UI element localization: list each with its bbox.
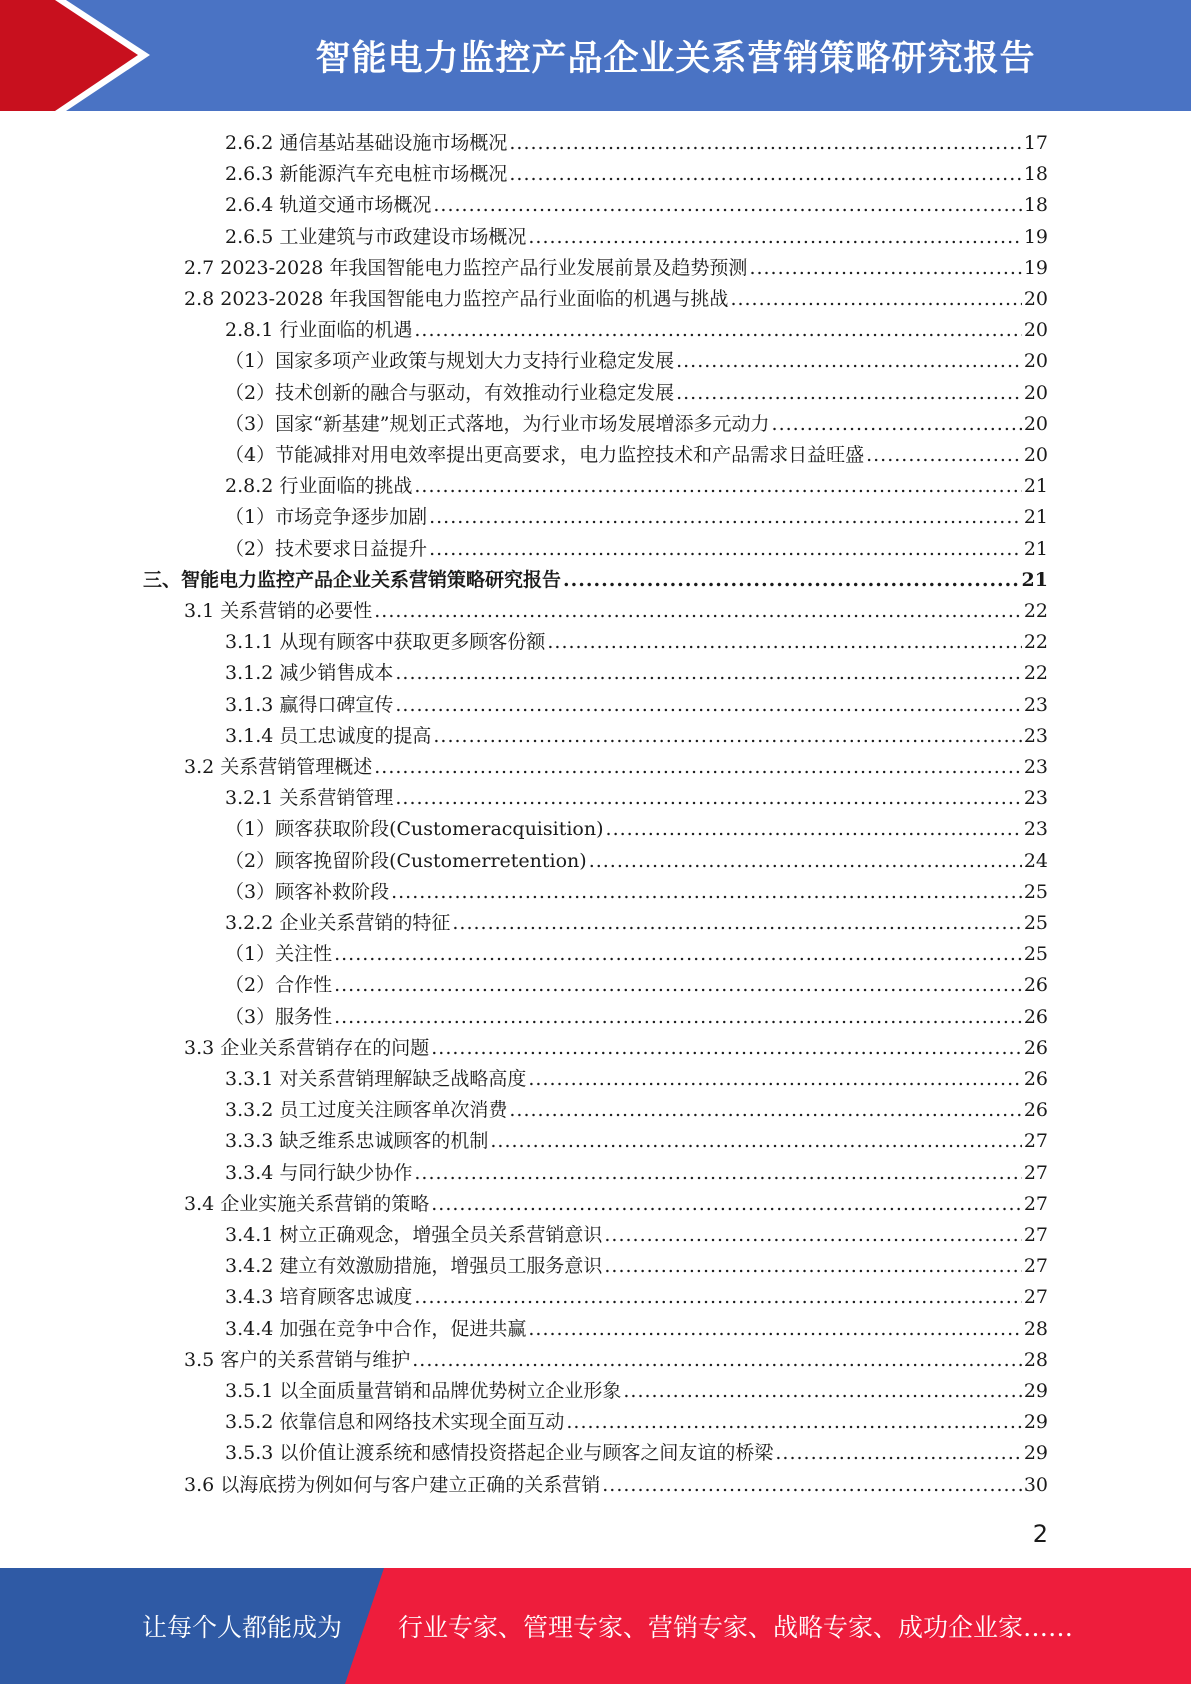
toc-entry-page: 28: [1023, 1348, 1048, 1371]
toc-dot-leader: [395, 783, 1021, 814]
toc-dot-leader: [604, 1220, 1021, 1251]
toc-entry-page: 27: [1023, 1192, 1048, 1215]
toc-dot-leader: [431, 1189, 1022, 1220]
toc-entry-page: 26: [1023, 1036, 1048, 1059]
toc-entry[interactable]: [225, 814, 1048, 845]
toc-entry[interactable]: [184, 1189, 1048, 1220]
toc-dot-leader: [391, 877, 1022, 908]
page-header: [0, 0, 1191, 111]
toc-entry[interactable]: [225, 658, 1048, 689]
toc-dot-leader: [395, 690, 1021, 721]
toc-entry[interactable]: [225, 846, 1048, 877]
toc-entry-label: 2.6.4 轨道交通市场概况: [225, 194, 432, 217]
toc-entry[interactable]: [143, 565, 1048, 596]
toc-dot-leader: [374, 752, 1022, 783]
toc-dot-leader: [490, 1126, 1021, 1157]
toc-dot-leader: [433, 190, 1021, 221]
toc-entry[interactable]: [225, 1126, 1048, 1157]
toc-dot-leader: [623, 1376, 1021, 1407]
toc-entry[interactable]: [225, 1002, 1048, 1033]
toc-entry-label: 2.6.2 通信基站基础设施市场概况: [225, 132, 508, 154]
toc-entry-page: 27: [1023, 1224, 1048, 1246]
toc-dot-leader: [433, 721, 1021, 752]
toc-entry[interactable]: [184, 284, 1048, 315]
toc-entry-page: 23: [1023, 787, 1048, 810]
toc-entry-label: （3）国家“新基建”规划正式落地，为行业市场发展增添多元动力: [225, 412, 770, 435]
toc-entry-page: 27: [1023, 1130, 1048, 1153]
toc-dot-leader: [602, 1470, 1022, 1501]
toc-dot-leader: [374, 596, 1022, 627]
toc-entry-page: 27: [1023, 1286, 1048, 1309]
toc-dot-leader: [775, 1438, 1021, 1469]
toc-entry-page: 29: [1023, 1411, 1048, 1434]
toc-dot-leader: [528, 1314, 1021, 1345]
toc-entry-page: 19: [1023, 256, 1048, 279]
toc-entry[interactable]: [225, 1095, 1048, 1126]
toc-dot-leader: [589, 846, 1022, 877]
toc-entry-label: 3.4.1 树立正确观念，增强全员关系营销意识: [225, 1224, 603, 1246]
toc-entry[interactable]: [225, 1282, 1048, 1313]
toc-dot-leader: [676, 378, 1022, 409]
toc-entry-page: 21: [1023, 537, 1048, 560]
page-number: 2: [1032, 1520, 1048, 1548]
toc-entry[interactable]: [225, 1220, 1048, 1251]
toc-entry-label: （4）节能减排对用电效率提出更高要求，电力监控技术和产品需求日益旺盛: [225, 444, 865, 466]
toc-dot-leader: [334, 1002, 1022, 1033]
toc-dot-leader: [730, 284, 1021, 315]
toc-entry[interactable]: [225, 1376, 1048, 1407]
toc-dot-leader: [772, 409, 1022, 440]
toc-entry-page: 18: [1023, 194, 1048, 217]
toc-entry[interactable]: [225, 970, 1048, 1001]
toc-entry-page: 21: [1023, 475, 1048, 498]
toc-entry[interactable]: [184, 596, 1048, 627]
toc-entry-label: 3.1 关系营销的必要性: [184, 600, 373, 622]
toc-entry[interactable]: [225, 190, 1048, 221]
toc-entry[interactable]: [184, 752, 1048, 783]
toc-entry-label: （2）技术要求日益提升: [225, 537, 428, 560]
toc-dot-leader: [509, 1095, 1021, 1126]
toc-entry[interactable]: [225, 128, 1048, 159]
toc-entry[interactable]: [184, 1470, 1048, 1501]
toc-entry-page: 20: [1023, 381, 1048, 404]
toc-dot-leader: [866, 440, 1022, 471]
toc-dot-leader: [414, 315, 1021, 346]
toc-entry-page: 29: [1023, 1380, 1048, 1402]
toc-entry-label: （2）合作性: [225, 974, 333, 997]
toc-entry-label: 2.6.3 新能源汽车充电桩市场概况: [225, 163, 508, 186]
toc-entry[interactable]: [184, 1345, 1048, 1376]
toc-entry[interactable]: [225, 502, 1048, 533]
toc-entry-label: 3.1.2 减少销售成本: [225, 662, 394, 685]
toc-entry-label: 3.2.1 关系营销管理: [225, 787, 394, 810]
toc-entry[interactable]: [225, 877, 1048, 908]
toc-entry-label: 3.1.1 从现有顾客中获取更多顾客份额: [225, 631, 546, 654]
toc-entry-label: 3.4.2 建立有效激励措施，增强员工服务意识: [225, 1255, 603, 1278]
toc-entry[interactable]: [225, 721, 1048, 752]
report-title: 智能电力监控产品企业关系营销策略研究报告: [315, 38, 1036, 79]
toc-entry-label: （2）技术创新的融合与驱动，有效推动行业稳定发展: [225, 381, 675, 404]
toc-entry[interactable]: [225, 409, 1048, 440]
toc-entry-label: （1）顾客获取阶段(Customeracquisition): [225, 818, 604, 841]
toc-entry-label: 3.3.1 对关系营销理解缺乏战略高度: [225, 1068, 527, 1090]
toc-entry-label: 2.6.5 工业建筑与市政建设市场概况: [225, 225, 527, 248]
toc-entry[interactable]: [225, 346, 1048, 377]
toc-entry-page: 30: [1023, 1473, 1048, 1496]
toc-entry-label: （1）关注性: [225, 943, 333, 966]
toc-entry-page: 20: [1023, 288, 1048, 310]
toc-dot-leader: [429, 534, 1022, 565]
toc-entry-label: 3.2 关系营销管理概述: [184, 756, 373, 778]
toc-entry-page: 26: [1023, 1099, 1048, 1122]
toc-entry-label: 3.3.3 缺乏维系忠诚顾客的机制: [225, 1130, 489, 1153]
toc-entry-label: （3）顾客补救阶段: [225, 880, 390, 903]
toc-entry-label: 2.7 2023-2028 年我国智能电力监控产品行业发展前景及趋势预测: [184, 256, 748, 279]
toc-entry[interactable]: [225, 1314, 1048, 1345]
toc-entry[interactable]: [225, 1251, 1048, 1282]
page-footer: [0, 1568, 1191, 1684]
toc-entry[interactable]: [225, 783, 1048, 814]
toc-entry-label: 3.3 企业关系营销存在的问题: [184, 1036, 430, 1059]
toc-dot-leader: [528, 1064, 1021, 1095]
toc-dot-leader: [414, 471, 1021, 502]
toc-entry[interactable]: [225, 440, 1048, 471]
toc-dot-leader: [414, 1282, 1021, 1313]
footer-slogan-right: 行业专家、管理专家、营销专家、战略专家、成功企业家……: [398, 1613, 1074, 1642]
toc-dot-leader: [566, 1407, 1021, 1438]
toc-entry-label: 3.5 客户的关系营销与维护: [184, 1348, 411, 1371]
toc-entry-label: 3.6 以海底捞为例如何与客户建立正确的关系营销: [184, 1473, 601, 1496]
toc-entry[interactable]: [184, 1033, 1048, 1064]
toc-entry[interactable]: [225, 1158, 1048, 1189]
toc-entry-page: 20: [1023, 444, 1048, 466]
toc-dot-leader: [395, 658, 1021, 689]
toc-entry[interactable]: [225, 1064, 1048, 1095]
toc-entry-label: 3.2.2 企业关系营销的特征: [225, 912, 451, 934]
toc-dot-leader: [334, 970, 1022, 1001]
toc-entry[interactable]: [225, 159, 1048, 190]
toc-entry-label: （3）服务性: [225, 1005, 333, 1028]
toc-entry-page: 23: [1023, 724, 1048, 747]
toc-entry-label: 3.4 企业实施关系营销的策略: [184, 1192, 430, 1215]
toc-dot-leader: [431, 1033, 1022, 1064]
toc-entry-page: 25: [1023, 880, 1048, 903]
toc-entry-label: 3.5.1 以全面质量营销和品牌优势树立企业形象: [225, 1380, 622, 1402]
toc-entry[interactable]: [225, 627, 1048, 658]
toc-entry-page: 22: [1023, 631, 1048, 654]
toc-dot-leader: [429, 502, 1022, 533]
toc-entry-page: 20: [1023, 350, 1048, 373]
toc-entry-page: 19: [1023, 225, 1048, 248]
toc-dot-leader: [412, 1345, 1022, 1376]
toc-entry-page: 21: [1021, 568, 1048, 591]
toc-entry-page: 24: [1023, 849, 1048, 872]
toc-entry-page: 27: [1023, 1255, 1048, 1278]
toc-dot-leader: [606, 814, 1022, 845]
toc-dot-leader: [334, 939, 1022, 970]
toc-entry-page: 26: [1023, 1068, 1048, 1090]
toc-entry-page: 23: [1023, 693, 1048, 716]
toc-entry-page: 27: [1023, 1161, 1048, 1184]
toc-entry[interactable]: [184, 253, 1048, 284]
toc-dot-leader: [509, 159, 1021, 190]
toc-dot-leader: [749, 253, 1021, 284]
toc-entry-label: 3.4.3 培育顾客忠诚度: [225, 1286, 413, 1309]
toc-entry-page: 20: [1023, 319, 1048, 342]
toc-entry-page: 21: [1023, 506, 1048, 529]
toc-entry-label: 3.1.3 赢得口碑宣传: [225, 693, 394, 716]
toc-dot-leader: [676, 346, 1022, 377]
toc-entry-label: 2.8 2023-2028 年我国智能电力监控产品行业面临的机遇与挑战: [184, 288, 729, 310]
toc-entry[interactable]: [225, 939, 1048, 970]
toc-entry[interactable]: [225, 908, 1048, 939]
toc-entry-label: 3.4.4 加强在竞争中合作，促进共赢: [225, 1317, 527, 1340]
toc-entry[interactable]: [225, 534, 1048, 565]
toc-dot-leader: [509, 128, 1021, 159]
toc-entry[interactable]: [225, 1438, 1048, 1469]
toc-entry-page: 18: [1023, 163, 1048, 186]
toc-entry-label: 3.3.4 与同行缺少协作: [225, 1161, 413, 1184]
toc-entry-page: 17: [1023, 132, 1048, 154]
toc-entry-label: （2）顾客挽留阶段(Customerretention): [225, 849, 587, 872]
toc-entry-page: 20: [1023, 412, 1048, 435]
toc-entry[interactable]: [225, 222, 1048, 253]
toc-entry-page: 23: [1023, 818, 1048, 841]
toc-entry-page: 29: [1023, 1442, 1048, 1465]
toc-dot-leader: [528, 222, 1021, 253]
table-of-contents: [0, 128, 1191, 1508]
toc-entry-page: 23: [1023, 756, 1048, 778]
toc-dot-leader: [414, 1158, 1021, 1189]
toc-entry-label: 3.3.2 员工过度关注顾客单次消费: [225, 1099, 508, 1122]
footer-slogan-left: 让每个人都能成为: [142, 1613, 343, 1642]
toc-entry-label: （1）市场竞争逐步加剧: [225, 506, 428, 529]
toc-dot-leader: [563, 565, 1020, 596]
toc-dot-leader: [604, 1251, 1021, 1282]
toc-entry-label: 3.5.2 依靠信息和网络技术实现全面互动: [225, 1411, 565, 1434]
toc-entry[interactable]: [225, 315, 1048, 346]
toc-entry-page: 25: [1023, 912, 1048, 934]
toc-entry-label: 3.5.3 以价值让渡系统和感情投资搭起企业与顾客之间友谊的桥梁: [225, 1442, 774, 1465]
toc-entry-label: 2.8.2 行业面临的挑战: [225, 475, 413, 498]
toc-dot-leader: [452, 908, 1021, 939]
toc-entry-label: 2.8.1 行业面临的机遇: [225, 319, 413, 342]
toc-entry-page: 22: [1023, 600, 1048, 622]
toc-entry[interactable]: [225, 378, 1048, 409]
toc-entry[interactable]: [225, 1407, 1048, 1438]
toc-entry-label: （1）国家多项产业政策与规划大力支持行业稳定发展: [225, 350, 675, 373]
toc-entry-page: 22: [1023, 662, 1048, 685]
toc-entry-label: 三、智能电力监控产品企业关系营销策略研究报告: [143, 568, 562, 591]
toc-dot-leader: [547, 627, 1021, 658]
toc-entry-page: 25: [1023, 943, 1048, 966]
toc-entry[interactable]: [225, 690, 1048, 721]
toc-entry-label: 3.1.4 员工忠诚度的提高: [225, 724, 432, 747]
toc-entry-page: 26: [1023, 1005, 1048, 1028]
toc-entry-page: 26: [1023, 974, 1048, 997]
toc-entry-page: 28: [1023, 1317, 1048, 1340]
toc-entry[interactable]: [225, 471, 1048, 502]
